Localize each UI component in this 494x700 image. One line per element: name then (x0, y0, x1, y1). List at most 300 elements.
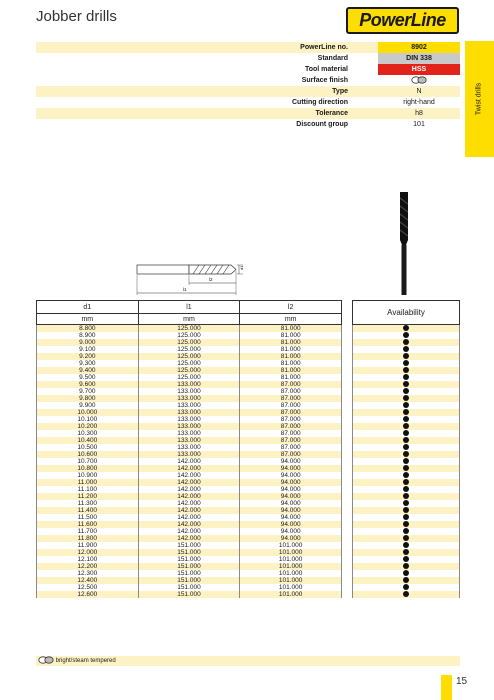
availability-dot-icon (403, 374, 409, 380)
cell-d1: 11.400 (37, 507, 139, 514)
spec-table (36, 42, 460, 130)
table-row (37, 549, 342, 556)
availability-dot-icon (403, 486, 409, 492)
availability-dot-icon (403, 577, 409, 583)
cell-l1: 125.000 (138, 332, 240, 339)
availability-row (353, 332, 460, 339)
cell-l2: 101.000 (240, 563, 342, 570)
spec-row (36, 64, 460, 75)
spec-row (36, 119, 460, 130)
cell-d1: 10.700 (37, 458, 139, 465)
cell-l2: 101.000 (240, 549, 342, 556)
availability-row (353, 479, 460, 486)
availability-dot-icon (403, 332, 409, 338)
surface-finish-icon (411, 76, 427, 84)
spec-label: Discount group (36, 119, 378, 130)
cell-l2: 94.000 (240, 486, 342, 493)
table-row (37, 395, 342, 402)
availability-row (353, 395, 460, 402)
availability-dot-icon (403, 381, 409, 387)
availability-cell (353, 339, 460, 346)
availability-row (353, 556, 460, 563)
cell-d1: 10.300 (37, 430, 139, 437)
availability-cell (353, 514, 460, 521)
availability-cell (353, 570, 460, 577)
availability-cell (353, 479, 460, 486)
availability-row (353, 472, 460, 479)
cell-d1: 11.800 (37, 535, 139, 542)
cell-l1: 125.000 (138, 360, 240, 367)
availability-dot-icon (403, 388, 409, 394)
cell-l2: 81.000 (240, 360, 342, 367)
cell-l2: 101.000 (240, 584, 342, 591)
cell-l1: 151.000 (138, 584, 240, 591)
availability-cell (353, 416, 460, 423)
availability-row (353, 388, 460, 395)
cell-l2: 94.000 (240, 514, 342, 521)
cell-d1: 11.200 (37, 493, 139, 500)
cell-l1: 151.000 (138, 549, 240, 556)
availability-row (353, 374, 460, 381)
cell-d1: 9.300 (37, 360, 139, 367)
availability-cell (353, 584, 460, 591)
availability-dot-icon (403, 458, 409, 464)
spec-value: HSS (378, 64, 460, 75)
cell-l1: 125.000 (138, 339, 240, 346)
availability-dot-icon (403, 507, 409, 513)
cell-l1: 133.000 (138, 437, 240, 444)
availability-row (353, 486, 460, 493)
availability-cell (353, 486, 460, 493)
availability-cell (353, 346, 460, 353)
unit-l1: mm (138, 314, 240, 325)
availability-dot-icon (403, 493, 409, 499)
availability-cell (353, 472, 460, 479)
table-row (37, 346, 342, 353)
availability-dot-icon (403, 346, 409, 352)
availability-row (353, 535, 460, 542)
cell-d1: 12.200 (37, 563, 139, 570)
table-row (37, 381, 342, 388)
table-row (37, 535, 342, 542)
availability-row (353, 591, 460, 598)
cell-l2: 87.000 (240, 402, 342, 409)
cell-l2: 87.000 (240, 437, 342, 444)
cell-d1: 10.100 (37, 416, 139, 423)
table-row (37, 528, 342, 535)
cell-d1: 9.700 (37, 388, 139, 395)
cell-d1: 8.800 (37, 325, 139, 333)
table-row (37, 444, 342, 451)
cell-d1: 12.300 (37, 570, 139, 577)
availability-dot-icon (403, 451, 409, 457)
page-number: 15 (456, 676, 468, 687)
drill-dimension-diagram (135, 253, 253, 301)
availability-row (353, 423, 460, 430)
col-header-l1: l1 (138, 301, 240, 314)
availability-row (353, 514, 460, 521)
cell-d1: 11.600 (37, 521, 139, 528)
cell-l2: 101.000 (240, 542, 342, 549)
cell-l1: 133.000 (138, 388, 240, 395)
availability-dot-icon (403, 437, 409, 443)
cell-d1: 9.400 (37, 367, 139, 374)
table-row (37, 591, 342, 598)
cell-l1: 142.000 (138, 528, 240, 535)
table-row (37, 514, 342, 521)
table-row (37, 570, 342, 577)
availability-cell (353, 381, 460, 388)
table-row (37, 409, 342, 416)
availability-cell (353, 556, 460, 563)
availability-cell (353, 535, 460, 542)
availability-cell (353, 388, 460, 395)
table-row (37, 500, 342, 507)
table-row (37, 472, 342, 479)
table-row (37, 430, 342, 437)
table-row (37, 486, 342, 493)
table-row (37, 507, 342, 514)
cell-l2: 87.000 (240, 416, 342, 423)
availability-row (353, 381, 460, 388)
availability-dot-icon (403, 563, 409, 569)
availability-cell (353, 493, 460, 500)
table-row (37, 353, 342, 360)
availability-row (353, 339, 460, 346)
availability-header: Availability (353, 301, 460, 325)
availability-dot-icon (403, 353, 409, 359)
cell-d1: 10.000 (37, 409, 139, 416)
table-row (37, 332, 342, 339)
availability-dot-icon (403, 423, 409, 429)
spec-row (36, 108, 460, 119)
cell-l1: 133.000 (138, 395, 240, 402)
availability-dot-icon (403, 402, 409, 408)
availability-dot-icon (403, 409, 409, 415)
dim-label-d1: d1 (239, 265, 244, 270)
availability-row (353, 521, 460, 528)
availability-cell (353, 353, 460, 360)
spec-value: h8 (378, 108, 460, 119)
table-row (37, 479, 342, 486)
availability-row (353, 549, 460, 556)
availability-dot-icon (403, 465, 409, 471)
cell-d1: 10.200 (37, 423, 139, 430)
table-row (37, 577, 342, 584)
cell-d1: 9.900 (37, 402, 139, 409)
table-row (37, 542, 342, 549)
availability-row (353, 451, 460, 458)
availability-dot-icon (403, 500, 409, 506)
availability-dot-icon (403, 360, 409, 366)
cell-d1: 8.900 (37, 332, 139, 339)
cell-d1: 12.400 (37, 577, 139, 584)
availability-table (352, 300, 460, 598)
cell-l1: 142.000 (138, 500, 240, 507)
dim-label-l2: l2 (209, 277, 213, 282)
availability-row (353, 360, 460, 367)
table-row (37, 493, 342, 500)
cell-l2: 87.000 (240, 451, 342, 458)
availability-dot-icon (403, 472, 409, 478)
availability-row (353, 430, 460, 437)
cell-l2: 94.000 (240, 521, 342, 528)
cell-l2: 87.000 (240, 430, 342, 437)
cell-l1: 125.000 (138, 353, 240, 360)
availability-row (353, 367, 460, 374)
cell-l1: 125.000 (138, 367, 240, 374)
availability-dot-icon (403, 325, 409, 331)
availability-dot-icon (403, 444, 409, 450)
availability-cell (353, 332, 460, 339)
cell-l2: 81.000 (240, 332, 342, 339)
cell-l1: 142.000 (138, 479, 240, 486)
availability-dot-icon (403, 542, 409, 548)
spec-label: Type (36, 86, 378, 97)
availability-cell (353, 458, 460, 465)
availability-cell (353, 325, 460, 333)
cell-d1: 9.600 (37, 381, 139, 388)
cell-l1: 151.000 (138, 556, 240, 563)
availability-dot-icon (403, 556, 409, 562)
spec-value (378, 75, 460, 86)
cell-l2: 101.000 (240, 577, 342, 584)
spec-value: 101 (378, 119, 460, 130)
availability-cell (353, 465, 460, 472)
availability-dot-icon (403, 416, 409, 422)
availability-dot-icon (403, 395, 409, 401)
cell-d1: 12.000 (37, 549, 139, 556)
cell-d1: 10.800 (37, 465, 139, 472)
cell-l2: 101.000 (240, 591, 342, 598)
availability-cell (353, 542, 460, 549)
availability-dot-icon (403, 535, 409, 541)
availability-row (353, 493, 460, 500)
availability-cell (353, 549, 460, 556)
table-row (37, 521, 342, 528)
availability-dot-icon (403, 367, 409, 373)
page-title: Jobber drills (36, 8, 117, 25)
spec-value: right-hand (378, 97, 460, 108)
cell-l1: 142.000 (138, 514, 240, 521)
cell-l2: 94.000 (240, 465, 342, 472)
cell-l1: 133.000 (138, 451, 240, 458)
cell-l2: 94.000 (240, 493, 342, 500)
availability-row (353, 402, 460, 409)
cell-l2: 81.000 (240, 339, 342, 346)
cell-l2: 101.000 (240, 556, 342, 563)
cell-l1: 133.000 (138, 402, 240, 409)
availability-row (353, 577, 460, 584)
availability-cell (353, 500, 460, 507)
availability-cell (353, 402, 460, 409)
cell-l1: 142.000 (138, 465, 240, 472)
availability-cell (353, 430, 460, 437)
cell-l2: 87.000 (240, 409, 342, 416)
availability-cell (353, 360, 460, 367)
dimension-table (36, 300, 342, 598)
table-row (37, 423, 342, 430)
col-header-d1: d1 (37, 301, 139, 314)
cell-l2: 81.000 (240, 367, 342, 374)
table-row (37, 325, 342, 333)
availability-dot-icon (403, 430, 409, 436)
availability-cell (353, 374, 460, 381)
cell-d1: 9.500 (37, 374, 139, 381)
spec-row (36, 86, 460, 97)
cell-l1: 142.000 (138, 472, 240, 479)
availability-row (353, 325, 460, 333)
table-row (37, 437, 342, 444)
availability-row (353, 346, 460, 353)
availability-cell (353, 521, 460, 528)
spec-row (36, 97, 460, 108)
availability-row (353, 584, 460, 591)
cell-l2: 94.000 (240, 479, 342, 486)
table-row (37, 339, 342, 346)
cell-d1: 12.500 (37, 584, 139, 591)
spec-value: N (378, 86, 460, 97)
cell-l2: 81.000 (240, 374, 342, 381)
cell-d1: 11.500 (37, 514, 139, 521)
spec-label: Tolerance (36, 108, 378, 119)
cell-l2: 94.000 (240, 528, 342, 535)
cell-l1: 151.000 (138, 577, 240, 584)
availability-dot-icon (403, 549, 409, 555)
availability-cell (353, 409, 460, 416)
cell-l2: 87.000 (240, 423, 342, 430)
drill-product-image (393, 190, 415, 296)
spec-label: Surface finish (36, 75, 378, 86)
availability-dot-icon (403, 514, 409, 520)
availability-dot-icon (403, 584, 409, 590)
availability-dot-icon (403, 521, 409, 527)
cell-l1: 142.000 (138, 493, 240, 500)
cell-l1: 142.000 (138, 507, 240, 514)
table-row (37, 563, 342, 570)
cell-d1: 9.100 (37, 346, 139, 353)
availability-row (353, 542, 460, 549)
cell-d1: 9.000 (37, 339, 139, 346)
availability-dot-icon (403, 528, 409, 534)
cell-l2: 87.000 (240, 395, 342, 402)
cell-l2: 94.000 (240, 458, 342, 465)
availability-cell (353, 423, 460, 430)
cell-l1: 133.000 (138, 444, 240, 451)
cell-d1: 9.800 (37, 395, 139, 402)
page-strip (441, 675, 452, 700)
spec-value: DIN 338 (378, 53, 460, 64)
cell-l1: 125.000 (138, 374, 240, 381)
cell-d1: 10.500 (37, 444, 139, 451)
cell-l2: 101.000 (240, 570, 342, 577)
availability-row (353, 528, 460, 535)
cell-l1: 125.000 (138, 346, 240, 353)
table-row (37, 416, 342, 423)
cell-l1: 142.000 (138, 521, 240, 528)
cell-l1: 142.000 (138, 535, 240, 542)
table-row (37, 374, 342, 381)
col-header-l2: l2 (240, 301, 342, 314)
spec-label: Cutting direction (36, 97, 378, 108)
availability-dot-icon (403, 591, 409, 597)
cell-d1: 11.100 (37, 486, 139, 493)
cell-l1: 133.000 (138, 423, 240, 430)
availability-row (353, 437, 460, 444)
cell-l1: 142.000 (138, 458, 240, 465)
availability-cell (353, 451, 460, 458)
spec-row (36, 75, 460, 86)
availability-cell (353, 563, 460, 570)
table-row (37, 367, 342, 374)
cell-l2: 87.000 (240, 444, 342, 451)
availability-dot-icon (403, 570, 409, 576)
cell-l2: 81.000 (240, 325, 342, 333)
cell-d1: 10.900 (37, 472, 139, 479)
spec-label: Standard (317, 55, 348, 62)
availability-dot-icon (403, 479, 409, 485)
cell-d1: 11.300 (37, 500, 139, 507)
table-row (37, 360, 342, 367)
cell-d1: 9.200 (37, 353, 139, 360)
cell-l1: 125.000 (138, 325, 240, 333)
availability-row (353, 444, 460, 451)
cell-l2: 87.000 (240, 388, 342, 395)
availability-row (353, 409, 460, 416)
cell-l1: 133.000 (138, 409, 240, 416)
drill-side-view (137, 265, 243, 295)
table-row (37, 465, 342, 472)
side-tab-label: Twist drills (475, 82, 483, 116)
availability-row (353, 563, 460, 570)
cell-d1: 11.000 (37, 479, 139, 486)
availability-row (353, 570, 460, 577)
availability-row (353, 507, 460, 514)
table-row (37, 458, 342, 465)
table-row (37, 556, 342, 563)
availability-cell (353, 591, 460, 598)
cell-l2: 87.000 (240, 381, 342, 388)
cell-l1: 151.000 (138, 570, 240, 577)
availability-row (353, 353, 460, 360)
cell-l2: 81.000 (240, 346, 342, 353)
unit-d1: mm (37, 314, 139, 325)
cell-l2: 81.000 (240, 353, 342, 360)
legend-text: bright/steam tempered (55, 658, 116, 664)
availability-cell (353, 507, 460, 514)
table-row (37, 584, 342, 591)
spec-row (36, 53, 460, 64)
spec-label: PowerLine no. (36, 42, 378, 53)
availability-cell (353, 528, 460, 535)
availability-dot-icon (403, 339, 409, 345)
table-row (37, 402, 342, 409)
cell-d1: 10.400 (37, 437, 139, 444)
cell-l1: 142.000 (138, 486, 240, 493)
spec-value: 8902 (378, 42, 460, 53)
spec-label: Tool material (304, 66, 348, 73)
cell-l1: 151.000 (138, 563, 240, 570)
surface-finish-icon (38, 656, 54, 664)
availability-cell (353, 395, 460, 402)
cell-d1: 12.100 (37, 556, 139, 563)
table-row (37, 388, 342, 395)
cell-l1: 133.000 (138, 381, 240, 388)
cell-l1: 133.000 (138, 430, 240, 437)
cell-d1: 11.900 (37, 542, 139, 549)
cell-l1: 151.000 (138, 591, 240, 598)
availability-cell (353, 367, 460, 374)
